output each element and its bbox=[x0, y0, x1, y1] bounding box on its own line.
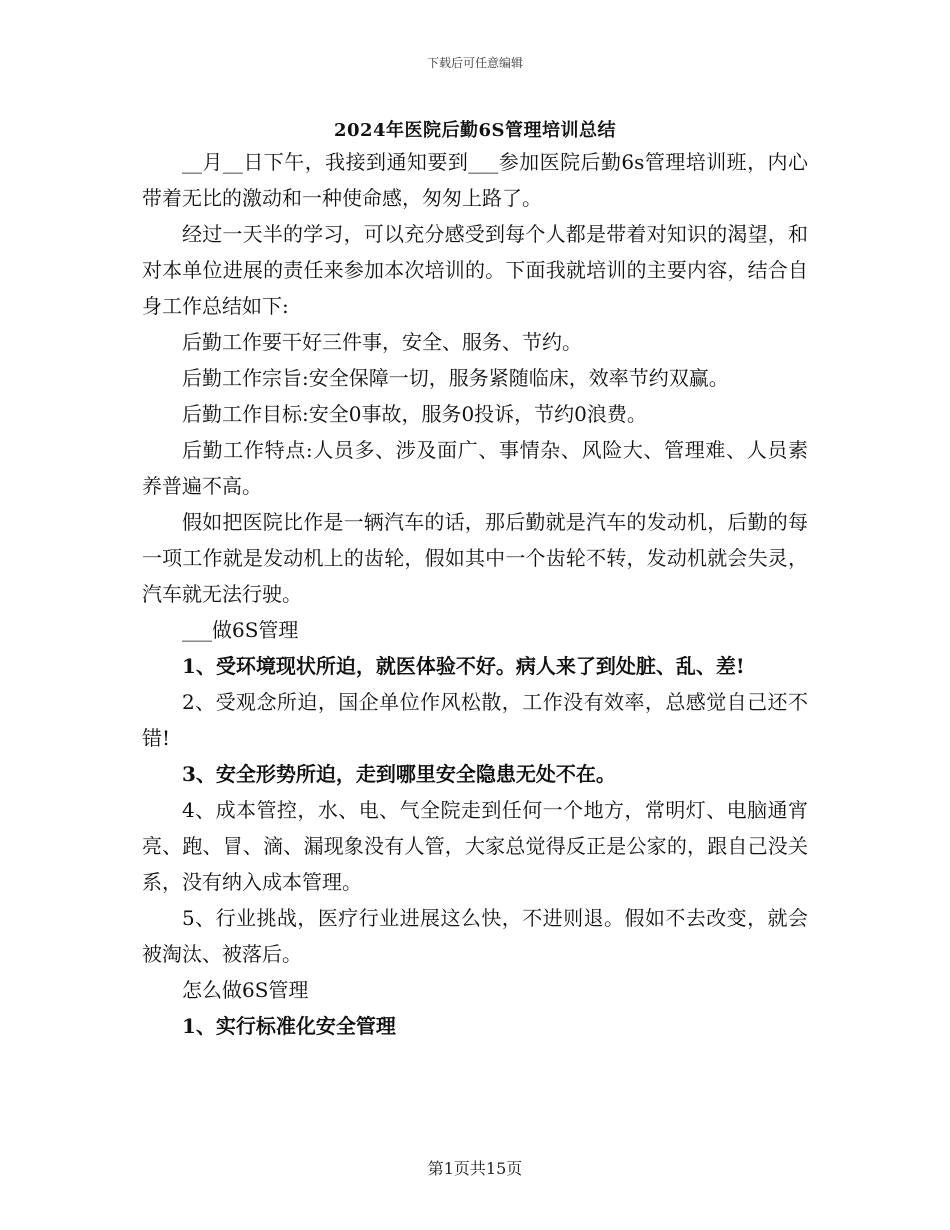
paragraph: 假如把医院比作是一辆汽车的话，那后勤就是汽车的发动机，后勤的每一项工作就是发动机上的齿轮，假如其中一个齿轮不转，发动机就会失灵，汽车就无法行驶。 bbox=[142, 510, 808, 606]
list-item: 3、安全形势所迫，走到哪里安全隐患无处不在。 bbox=[182, 762, 616, 786]
paragraph: 后勤工作目标:安全0事故，服务0投诉，节约0浪费。 bbox=[182, 402, 647, 426]
section-heading: ___做6S管理 bbox=[182, 618, 299, 642]
document-body bbox=[142, 144, 808, 1044]
paragraph: 后勤工作宗旨:安全保障一切，服务紧随临床，效率节约双赢。 bbox=[182, 366, 729, 390]
paragraph: __月__日下午，我接到通知要到___参加医院后勤6s管理培训班，内心带着无比的激动和一种使命感，匆匆上路了。 bbox=[142, 150, 808, 210]
section-heading: 怎么做6S管理 bbox=[182, 978, 309, 1002]
list-item: 5、行业挑战，医疗行业进展这么快，不进则退。假如不去改变，就会被淘汰、被落后。 bbox=[142, 906, 808, 966]
paragraph: 后勤工作特点:人员多、涉及面广、事情杂、风险大、管理难、人员素养普遍不高。 bbox=[142, 438, 808, 498]
header-note: 下载后可任意编辑 bbox=[426, 56, 523, 70]
document-title: 2024年医院后勤6S管理培训总结 bbox=[333, 120, 617, 141]
list-item: 1、实行标准化安全管理 bbox=[182, 1014, 396, 1038]
list-item: 2、受观念所迫，国企单位作风松散，工作没有效率，总感觉自己还不错! bbox=[142, 690, 808, 750]
list-item: 4、成本管控，水、电、气全院走到任何一个地方，常明灯、电脑通宵亮、跑、冒、滴、漏现象没有人管，大家总觉得反正是公家的，跟自己没关系，没有纳入成本管理。 bbox=[142, 798, 808, 894]
list-item: 1、受环境现状所迫，就医体验不好。病人来了到处脏、乱、差! bbox=[182, 654, 745, 678]
page-number: 第1页共15页 bbox=[427, 1159, 523, 1178]
paragraph: 后勤工作要干好三件事，安全、服务、节约。 bbox=[182, 330, 582, 354]
paragraph: 经过一天半的学习，可以充分感受到每个人都是带着对知识的渴望，和对本单位进展的责任来参加本次培训的。下面我就培训的主要内容，结合自身工作总结如下: bbox=[142, 222, 808, 318]
